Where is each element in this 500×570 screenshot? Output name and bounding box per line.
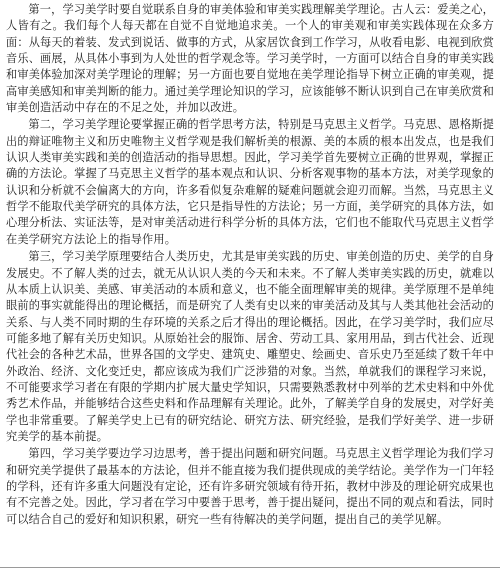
paragraph-first: 第一，学习美学时要自觉联系自身的审美体验和审美实践理解美学理论。古人云：爱美之心，人皆有之。我们每个人每天都在自觉不自觉地追求美。一个人的审美观和审美实践体现在众多方面：从每天的着装、发式到说话、做事的方式，从家居饮食到工作学习，从收看电影、电视到欣赏音乐、画展，从具体小事到为人处世的哲学观念等。学习美学时，一方面可以结合自身的审美实践和审美体验加深对美学理论的理解；另一方面也要自觉地在美学理论指导下树立正确的审美观，提高审美感知和审美判断的能力。通过美学理论知识的学习，应该能够不断认识到自己在审美欣赏和审美创造活动中存在的不足之处，并加以改进。: [6, 3, 494, 115]
bottom-divider: [0, 567, 500, 568]
paragraph-third: 第三，学习美学原理要结合人类历史，尤其是审美实践的历史、审美创造的历史、美学的自身发展史。不了解人类的过去，就无从认识人类的今天和未来。不了解人类审美实践的历史，就难以从本质上认识美、美感、审美活动的本质和意义，也不能全面理解审美的规律。美学原理不是单纯眼前的事实就能得出的理论概括，而是研究了人类有史以来的审美活动及其与人类其他社会活动的关系、与人类不同时期的生存环境的关系之后才得出的理论概括。因此，在学习美学时，我们应尽可能多地了解有关历史知识。从原始社会的服饰、居舍、劳动工具、家用用品，到古代社会、近现代社会的各种艺术品，世界各国的文学史、建筑史、雕塑史、绘画史、音乐史乃至延续了数千年中外政治、经济、文化变迁史，都应该成为我们广泛涉猎的对象。当然，单就我们的课程学习来说，不可能要求学习者在有限的学期内扩展大量史学知识，只需要熟悉教材中列举的艺术史料和中外优秀艺术作品，并能够结合这些史料和作品理解有关理论。此外，了解美学自身的发展史，对学好美学也非常重要。了解美学史上已有的研究结论、研究方法、研究经验，是我们学好美学、进一步研究美学的基本前提。: [6, 250, 494, 443]
document-page: [6, 2, 494, 568]
paragraph-second: 第二，学习美学理论要掌握正确的哲学思考方法，特别是马克思主义哲学。马克思、恩格斯提出的辩证唯物主义和历史唯物主义哲学观是我们解析美的根源、美的本质的根本出发点，也是我们认识人类审美实践和美的创造活动的指导思想。因此，学习美学首先要树立正确的世界观，掌握正确的方法论。掌握了马克思主义哲学的基本观点和认识、分析客观事物的基本方法，对美学现象的认识和分析就不会偏离大的方向，许多看似复杂难解的疑难问题就会迎刃而解。当然，马克思主义哲学不能取代美学研究的具体方法，它只是指导性的方法论；另一方面，美学研究的具体方法，如心理分析法、实证法等，是对审美活动进行科学分析的具体方法，它们也不能取代马克思主义哲学在美学研究方法论上的指导作用。: [6, 118, 494, 246]
paragraph-fourth: 第四，学习美学要边学习边思考，善于提出问题和研究问题。马克思主义哲学理论为我们学习和研究美学提供了最基本的方法论，但并不能直接为我们提供现成的美学结论。美学作为一门年轻的学科，还有许多重大问题没有定论，还有许多研究领域有待开拓，教材中涉及的理论研究成果也有不完善之处。因此，学习者在学习中要善于思考，善于提出疑问，提出不同的观点和看法，同时可以结合自己的爱好和知识积累，研究一些有待解决的美学问题，提出自己的美学见解。: [6, 447, 494, 526]
